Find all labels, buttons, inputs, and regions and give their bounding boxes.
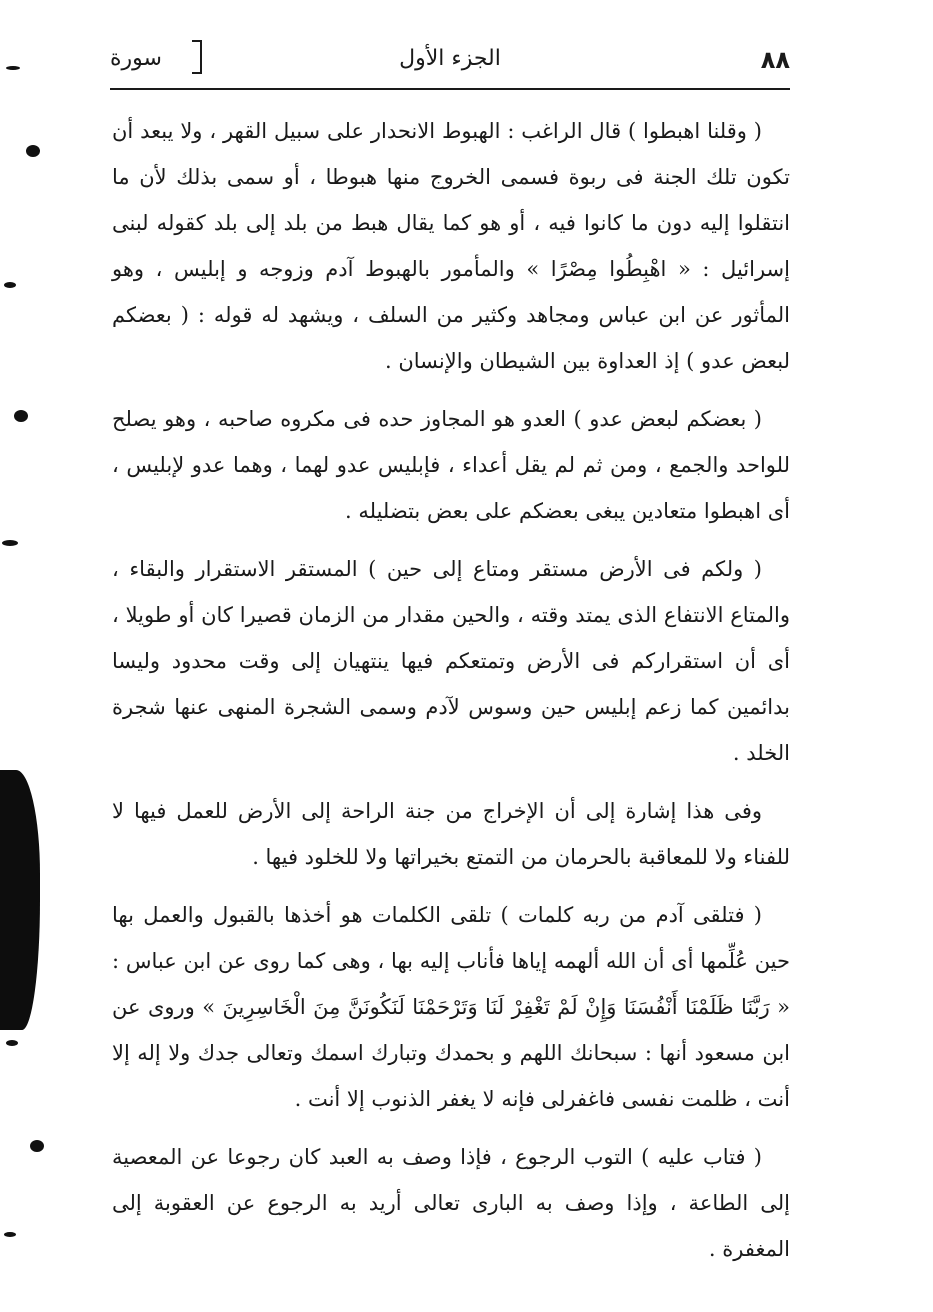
paragraph-2: ( بعضكم لبعض عدو ) العدو هو المجاوز حده فى مكروه صاحبه ، وهو يصلح للواحد والجمع ، ومن ثم لم يقل أعداء ، فإبليس عدو لهما ، وهما عدو لإبليس ، أى اهبطوا متعادين يبغى بعضكم على بعض بتضليله . (112, 407, 790, 523)
running-title: الجزء الأول (399, 46, 501, 71)
paragraph-4: وفى هذا إشارة إلى أن الإخراج من جنة الراحة إلى الأرض للعمل فيها لا للفناء ولا للمعاقبة بالحرمان من التمتع بخيراتها ولا للخلود فيها . (112, 799, 790, 869)
paragraph-6: ( فتاب عليه ) التوب الرجوع ، فإذا وصف به العبد كان رجوعا عن المعصية إلى الطاعة ، وإذا وصف به البارى تعالى أريد به الرجوع عن العقوبة إلى المغفرة . (112, 1145, 790, 1261)
scan-speck (6, 66, 20, 70)
scan-speck (30, 1140, 44, 1152)
paragraph-5: ( فتلقى آدم من ربه كلمات ) تلقى الكلمات هو أخذها بالقبول والعمل بها حين عُلِّمها أى أن الله ألهمه إياها فأناب إليه بها ، وهى كما روى عن ابن عباس : « رَبَّنَا ظَلَمْنَا أَنْفُسَنَا وَإِنْ لَمْ تَغْفِرْ لَنَا وَتَرْحَمْنَا لَنَكُونَنَّ مِنَ الْخَاسِرِينَ » وروى عن ابن مسعود أنها : سبحانك اللهم و بحمدك وتبارك اسمك وتعالى جدك ولا إله إلا أنت ، ظلمت نفسى فاغفرلى فإنه لا يغفر الذنوب إلا أنت . (112, 903, 790, 1111)
scan-speck (6, 1040, 18, 1046)
scan-speck (14, 410, 28, 422)
page-body (112, 108, 790, 1284)
page-number: ٨٨ (760, 46, 790, 74)
scan-speck (4, 1232, 16, 1237)
page-header (110, 40, 790, 80)
scan-speck (4, 282, 16, 288)
surah-bracket (192, 40, 202, 74)
header-rule (110, 88, 790, 90)
scan-edge-shadow (0, 770, 40, 1030)
scan-speck (26, 145, 40, 157)
scan-speck (2, 540, 18, 546)
paragraph-3: ( ولكم فى الأرض مستقر ومتاع إلى حين ) المستقر الاستقرار والبقاء ، والمتاع الانتفاع الذى يمتد وقته ، والحين مقدار من الزمان قصيرا كان أو طويلا ، أى أن استقراركم فى الأرض وتمتعكم فيها ينتهيان إلى وقت محدود وليسا بدائمين كما زعم إبليس حين وسوس لآدم وسمى الشجرة المنهى عنها شجرة الخلد . (112, 557, 790, 765)
surah-label: سورة (110, 46, 162, 71)
paragraph-1: ( وقلنا اهبطوا ) قال الراغب : الهبوط الانحدار على سبيل القهر ، ولا يبعد أن تكون تلك الجنة فى ربوة فسمى الخروج منها هبوطا ، أو سمى بذلك لأن ما انتقلوا إليه دون ما كانوا فيه ، أو هو كما يقال هبط من بلد إلى بلد كقوله لبنى إسرائيل : « اهْبِطُوا مِصْرًا » والمأمور بالهبوط آدم وزوجه و إبليس ، وهو المأثور عن ابن عباس ومجاهد وكثير من السلف ، ويشهد له قوله : ( بعضكم لبعض عدو ) إذ العداوة بين الشيطان والإنسان . (112, 119, 790, 373)
